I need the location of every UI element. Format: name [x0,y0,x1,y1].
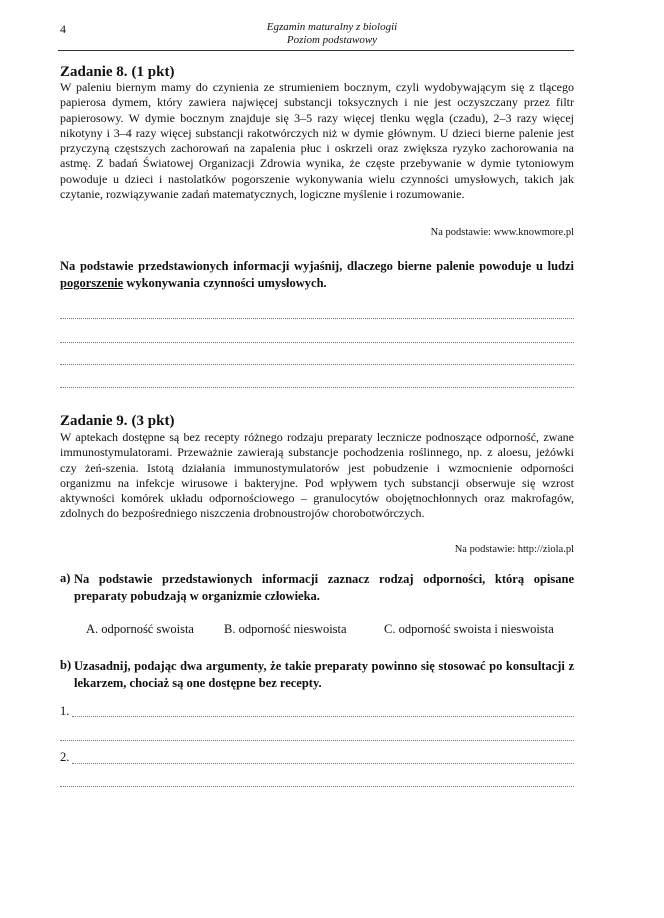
task9-source: Na podstawie: http://ziola.pl [454,544,574,555]
task8-instruction-part1: Na podstawie przedstawionych informacji wyjaśnij, dlaczego bierne palenie powoduje u ludzi [60,259,574,273]
option-b[interactable]: B. odporność nieswoista [224,622,347,636]
option-a[interactable]: A. odporność swoista [86,622,194,636]
page-header [160,21,504,47]
task9a-letter: a) [60,571,71,585]
task8-text: W paleniu biernym mamy do czynienia ze strumieniem bocznym, czyli wydobywającym się z tlącego papierosa dymem, który zawiera najwięcej substancji toksycznych i nie jest oczyszczany przez filtr papierosowy. W dymie bocznym znajduje się 3–5 razy więcej tlenku węgla (czadu), 2–3 razy więcej nikotyny i 3–4 razy więcej substancji rakotwórczych niż w dymie głównym. U dzieci bierne palenie jest przyczyną częstszych zachorowań na zapalenia płuc i oskrzeli oraz zwiększa ryzyko zachorowania na astmę. Z badań Światowej Organizacji Zdrowia wynika, że częste przebywanie w dymie tytoniowym powoduje u dzieci i nastolatków pogorszenie wykonywania wielu czynności umysłowych, takich jak czytanie, rozwiązywanie zadań matematycznych, logiczne myślenie i rozumowanie. [60,80,574,202]
answer-line[interactable] [60,364,574,365]
task9b-letter: b) [60,658,72,672]
option-c[interactable]: C. odporność swoista i nieswoista [384,622,554,636]
answer-line[interactable] [60,387,574,388]
task9-points: (3 pkt) [131,413,175,429]
task8-instruction-underlined: pogorszenie [60,276,124,290]
task9-heading [60,412,574,430]
task8-instruction-part2: wykonywania czynności umysłowych. [123,276,327,290]
task9-text: W aptekach dostępne są bez recepty różnego rodzaju preparaty lecznicze podnoszące odporność, zwane immunostymulatorami. Przeważnie zawierają substancje pochodzenia roślinnego, np. z aloesu, jeżówki czy żeń-szenia. Istotą działania immunostymulatorów jest pobudzenie i wzmocnienie odporności organizmu na infekcje wirusowe i bakteryjne. Pod wpływem tych substancji obserwuje się wzrost aktywności komórek układu odpornościowego – granulocytów obojętnochłonnych oraz makrofagów, zdolnych do bezpośredniego niszczenia drobnoustrojów chorobotwórczych. [60,430,574,521]
answer-line[interactable] [60,342,574,343]
page-number: 4 [60,22,66,36]
task9b-question: Uzasadnij, podając dwa argumenty, że takie preparaty powinno się stosować po konsultacji z lekarzem, chociaż są one dostępne bez recepty. [74,659,574,690]
answer-number-1: 1. [60,704,70,718]
answer-line[interactable] [72,716,574,717]
task8-source: Na podstawie: www.knowmore.pl [430,227,574,238]
header-rule [58,50,574,51]
answer-line[interactable] [72,763,574,764]
answer-line[interactable] [60,740,574,741]
answer-number-2: 2. [60,750,70,764]
task9a-question: Na podstawie przedstawionych informacji zaznacz rodzaj odporności, którą opisane preparaty pobudzają w organizmie człowieka. [74,572,574,603]
task9-title: Zadanie 9. [60,413,128,429]
header-level: Poziom podstawowy [286,34,378,46]
task8-instruction [60,258,574,292]
task8-title: Zadanie 8. [60,64,128,80]
header-exam-title: Egzamin maturalny z biologii [266,21,398,33]
task8-heading [60,63,574,81]
task8-points: (1 pkt) [131,64,175,80]
answer-line[interactable] [60,318,574,319]
answer-line[interactable] [60,786,574,787]
